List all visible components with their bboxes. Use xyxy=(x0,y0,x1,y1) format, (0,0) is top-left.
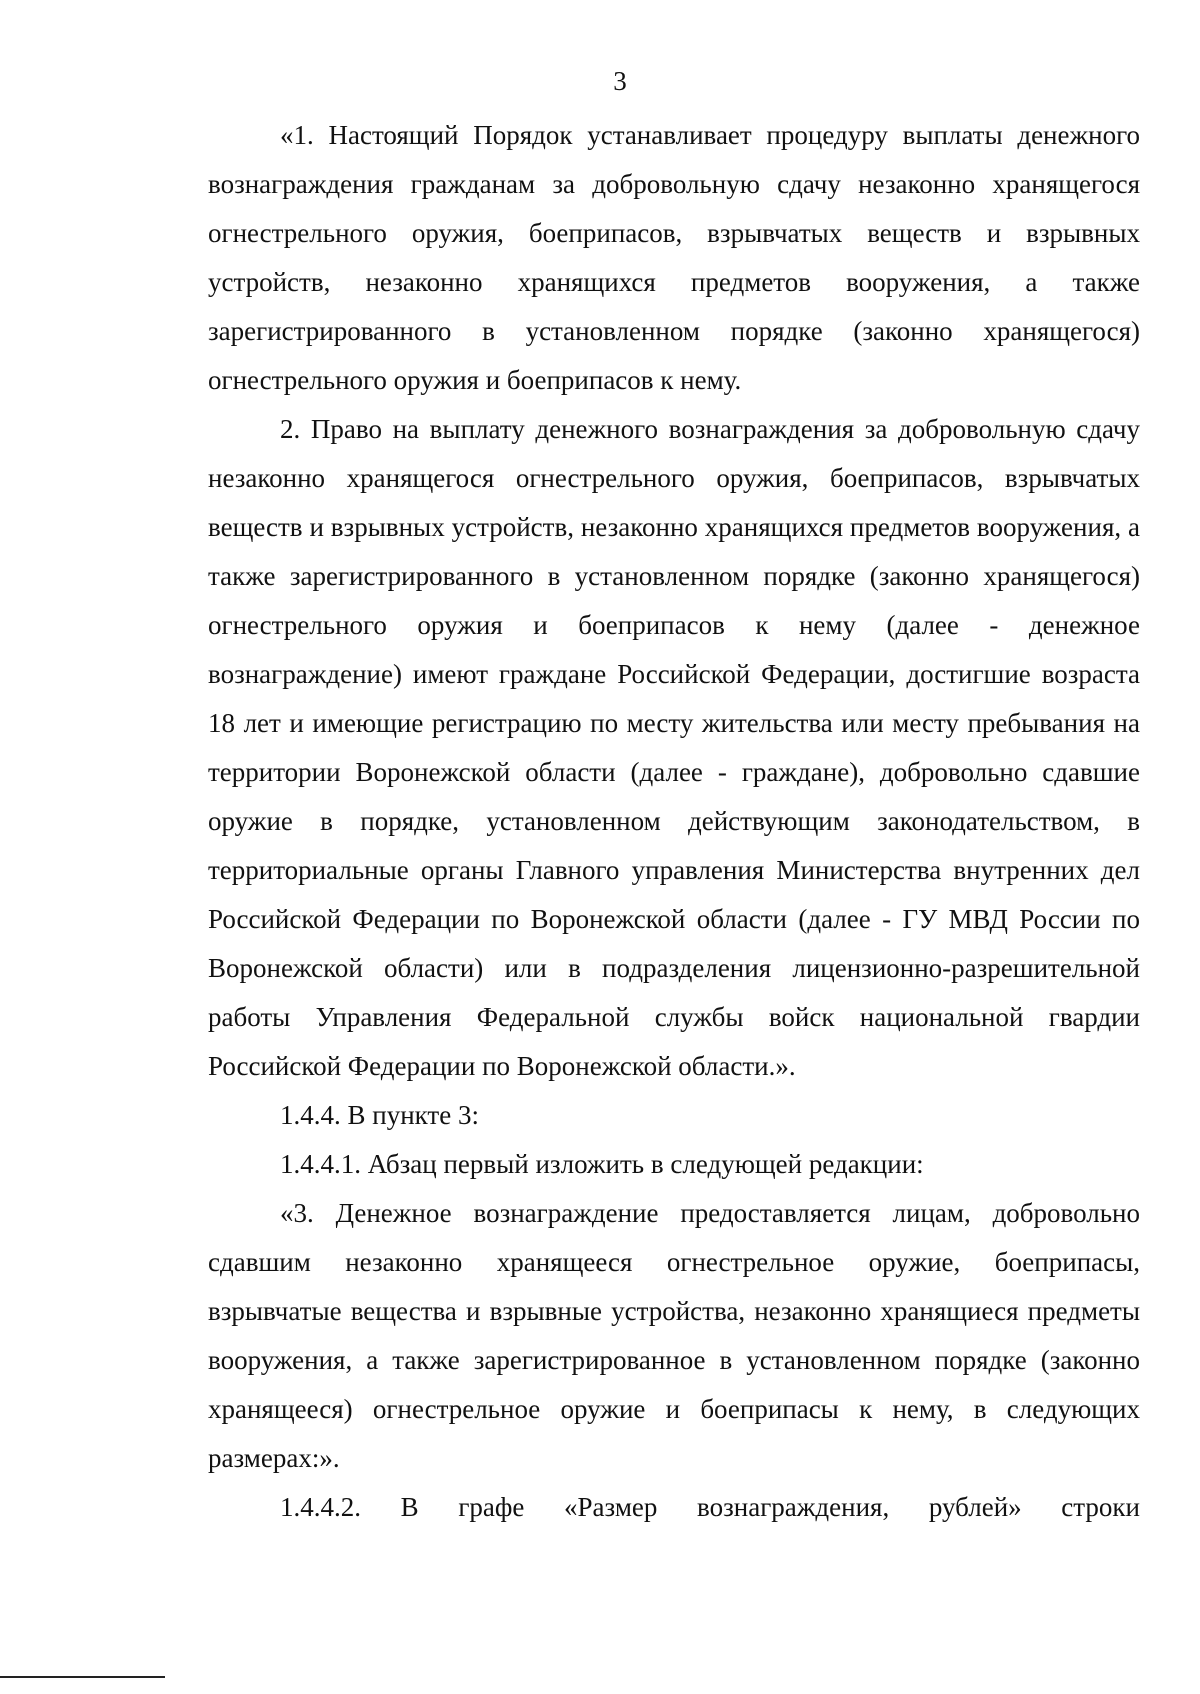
paragraph-clause-2: 2. Право на выплату денежного вознаграждения за добровольную сдачу незаконно хранящегося огнестрельного оружия, боеприпасов, взрывчатых веществ и взрывных устройств, незаконно хранящихся предметов вооружения, а также зарегистрированного в установленном порядке (законно хранящегося) огнестрельного оружия и боеприпасов к нему (далее - денежное вознаграждение) имеют граждане Российской Федерации, достигшие возраста 18 лет и имеющие регистрацию по месту жительства или месту пребывания на территории Воронежской области (далее - граждане), добровольно сдавшие оружие в порядке, установленном действующим законодательством, в территориальные органы Главного управления Министерства внутренних дел Российской Федерации по Воронежской области (далее - ГУ МВД России по Воронежской области) или в подразделения лицензионно-разрешительной работы Управления Федеральной службы войск национальной гвардии Российской Федерации по Воронежской области.». xyxy=(208,414,1140,1081)
paragraph-clause-1: «1. Настоящий Порядок устанавливает процедуру выплаты денежного вознаграждения гражданам за добровольную сдачу незаконно хранящегося огнестрельного оружия, боеприпасов, взрывчатых веществ и взрывных устройств, незаконно хранящихся предметов вооружения, а также зарегистрированного в установленном порядке (законно хранящегося) огнестрельного оружия и боеприпасов к нему. xyxy=(208,120,1140,395)
paragraph-1-4-4-1: 1.4.4.1. Абзац первый изложить в следующей редакции: xyxy=(280,1149,924,1179)
document-body xyxy=(208,111,1140,1532)
paragraph-1-4-4: 1.4.4. В пункте 3: xyxy=(280,1100,479,1130)
paragraph-clause-3: «3. Денежное вознаграждение предоставляется лицам, добровольно сдавшим незаконно хранящееся огнестрельное оружие, боеприпасы, взрывчатые вещества и взрывные устройства, незаконно хранящиеся предметы вооружения, а также зарегистрированное в установленном порядке (законно хранящееся) огнестрельное оружие и боеприпасы к нему, в следующих размерах:». xyxy=(208,1198,1140,1473)
page-number: 3 xyxy=(613,66,627,96)
footnote-rule xyxy=(0,1676,165,1678)
paragraph-1-4-4-2: 1.4.4.2. В графе «Размер вознаграждения, рублей» строки xyxy=(280,1492,1140,1522)
